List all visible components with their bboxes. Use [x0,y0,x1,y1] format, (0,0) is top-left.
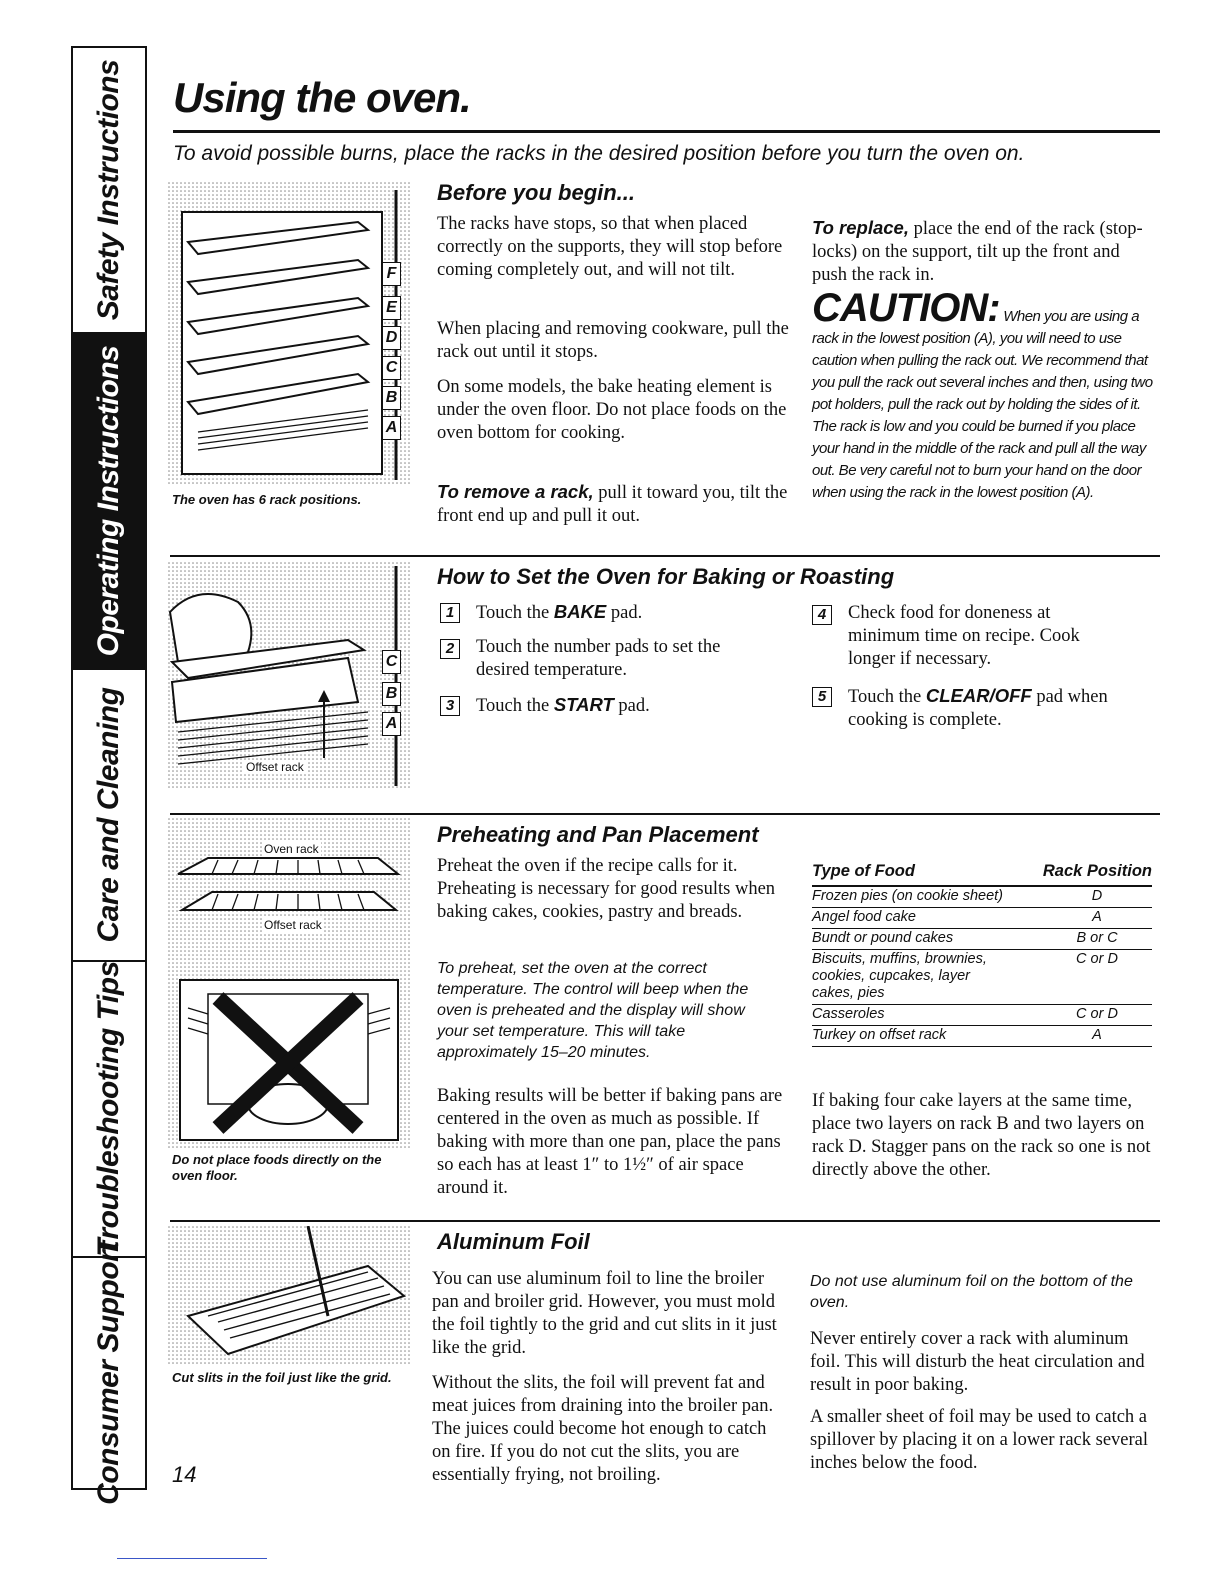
rack-positions-caption: The oven has 6 rack positions. [172,492,362,507]
step-text-post: pad when cooking is complete. [848,687,1108,730]
oven-rack-label: Oven rack [264,842,319,856]
baking-step-3 [440,693,790,718]
bake-pad-label: BAKE [553,601,607,622]
offset-rack-label: Offset rack [246,760,304,774]
section-divider [170,813,1160,815]
step-text-pre: Touch the [848,687,926,707]
replace-rack-paragraph [812,216,1158,287]
step-number: 3 [440,696,460,716]
foil-heading: Aluminum Foil [437,1229,590,1254]
caution-text: When you are using a rack in the lowest position (A), you will need to use caution when pulling the rack out. We recommend that you pull the rack out several inches and then, using two pot holders, pull the rack out by holding the sides of it. The rack is low and you could be burned if you place your hand in the middle of the rack and pull all the way out. Be very careful not to burn your hand on the door when using the rack in the lowest position (A). [812,308,1153,501]
baking-heading: How to Set the Oven for Baking or Roasting [437,564,895,589]
preheat-paragraph-1: Preheat the oven if the recipe calls for it. Preheating is necessary for good results when baking cakes, cookies, pastry and breads. [437,856,776,922]
page-title: Using the oven. [173,74,471,121]
broiler-pan-foil-illustration [168,1226,410,1366]
table-row [812,1005,1152,1026]
section-divider [170,1220,1160,1222]
rack-cell: A [1042,1026,1152,1047]
before-paragraph-1: The racks have stops, so that when placed correctly on the supports, they will stop before coming completely out, and will not tilt. [437,214,783,280]
rack-position-table [812,862,1152,1047]
oven-floor-caption: Do not place foods directly on the oven floor. [172,1152,382,1183]
step-text-pre: Touch the [476,696,554,716]
rack-letter-b: B [382,386,401,410]
rack-letter-a: A [382,712,401,736]
tab-troubleshooting-tips[interactable] [73,962,145,1258]
rack-letter-a: A [382,416,401,440]
rack-letter-e: E [382,296,401,320]
preheat-paragraph-2: Baking results will be better if baking pans are centered in the oven as much as possible. If baking with more than one pan, place the pans so each has at least 1″ to 1½″ of air space around it. [437,1086,783,1198]
step-number: 2 [440,639,460,659]
page-number: 14 [172,1462,197,1487]
step-number: 5 [812,687,832,707]
rack-cell: B or C [1042,929,1152,950]
remove-rack-paragraph [437,480,795,528]
caution-block [812,288,1158,504]
rack-letter-f: F [382,262,401,286]
foil-caption: Cut slits in the foil just like the grid. [172,1370,392,1385]
table-row [812,908,1152,929]
step-text [476,600,642,625]
title-rule [173,130,1160,133]
baking-step-5 [812,684,1132,732]
foil-warning: Do not use aluminum foil on the bottom of the oven. [810,1273,1133,1311]
footer-line [117,1558,267,1559]
foil-paragraph-1: You can use aluminum foil to line the broiler pan and broiler grid. However, you must mold the foil tightly to the grid and cut slits in it just like the grid. [432,1269,777,1358]
food-cell: Casseroles [812,1005,1042,1026]
remove-rack-lead: To remove a rack, [437,481,594,502]
step-text: Check food for doneness at minimum time on recipe. Cook longer if necessary. [848,603,1080,669]
roasting-turkey-illustration [168,562,410,790]
step-text-pre: Touch the [476,603,554,623]
preheat-instructions: To preheat, set the oven at the correct temperature. The control will beep when the oven is preheated and the display will show your set temperature. This will take approximately 15–20 minutes. [437,960,749,1061]
tab-label: Consumer Support [92,1241,125,1505]
oven-rack-positions-illustration [168,182,410,484]
step-text-post: pad. [613,696,650,716]
replace-rack-text: place the end of the rack (stop-locks) on the support, tilt up the front and push the rack in. [812,219,1143,285]
step-number: 1 [440,603,460,623]
tab-label: Operating Instructions [92,345,125,657]
step-text [476,693,650,718]
tab-consumer-support[interactable] [73,1241,145,1505]
table-row [812,886,1152,908]
rack-letter-b: B [382,682,401,706]
step-text-post: pad. [606,603,643,623]
baking-step-4 [812,602,1122,671]
tab-operating-instructions[interactable] [73,334,145,670]
rack-cell: A [1042,908,1152,929]
tab-label: Troubleshooting Tips [92,961,125,1257]
step-text [848,684,1132,732]
table-row [812,1026,1152,1047]
foil-paragraph-2: Without the slits, the foil will prevent fat and meat juices from draining into the broiler pan. The juices could become hot enough to catch on fire. If you do not cut the slits, you are essentially frying, not broiling. [432,1373,774,1485]
no-food-on-oven-floor-illustration [168,958,410,1148]
page-subtitle: To avoid possible burns, place the racks in the desired position before you turn the oven on. [173,142,1025,165]
step-number: 4 [812,605,832,625]
food-cell: Biscuits, muffins, brownies, cookies, cupcakes, layer cakes, pies [812,950,1042,1005]
col-type-of-food: Type of Food [812,862,1042,886]
section-tab-bar [71,46,147,1505]
before-paragraph-2: When placing and removing cookware, pull the rack out until it stops. [437,319,789,362]
food-cell: Angel food cake [812,908,1042,929]
baking-step-1 [440,600,790,625]
tab-safety-instructions[interactable] [73,48,145,334]
food-cell: Bundt or pound cakes [812,929,1042,950]
oven-and-offset-rack-illustration [168,818,410,956]
start-pad-label: START [553,694,614,715]
tab-label: Safety Instructions [92,59,125,321]
foil-paragraph-4: A smaller sheet of foil may be used to catch a spillover by placing it on a lower rack several inches below the food. [810,1407,1149,1473]
remove-rack-text: pull it toward you, tilt the front end up and pull it out. [437,483,788,526]
preheat-paragraph-3: If baking four cake layers at the same time, place two layers on rack B and two layers on rack D. Stagger pans on the rack so one is not directly above the other. [812,1091,1151,1180]
clear-off-pad-label: CLEAR/OFF [925,685,1032,706]
table-header-row [812,862,1152,886]
table-row [812,950,1152,1005]
tab-care-and-cleaning[interactable] [73,670,145,962]
section-divider [170,555,1160,557]
before-heading: Before you begin... [437,180,636,205]
offset-rack-label: Offset rack [264,918,322,932]
baking-step-2 [440,636,760,682]
food-cell: Turkey on offset rack [812,1026,1042,1047]
foil-paragraph-3: Never entirely cover a rack with aluminum foil. This will disturb the heat circulation and result in poor baking. [810,1329,1145,1395]
table-row [812,929,1152,950]
rack-cell: C or D [1042,950,1152,1005]
rack-letter-c: C [382,356,401,380]
rack-letter-c: C [382,650,401,674]
caution-word: CAUTION: [812,286,1000,330]
food-cell: Frozen pies (on cookie sheet) [812,886,1042,908]
step-text: Touch the number pads to set the desired temperature. [476,637,721,680]
before-paragraph-3: On some models, the bake heating element is under the oven floor. Do not place foods on the oven bottom for cooking. [437,377,787,443]
col-rack-position: Rack Position [1042,862,1152,886]
rack-cell: C or D [1042,1005,1152,1026]
rack-cell: D [1042,886,1152,908]
tab-label: Care and Cleaning [92,687,125,943]
replace-rack-lead: To replace, [812,217,909,238]
preheat-heading: Preheating and Pan Placement [437,822,759,847]
rack-letter-d: D [382,326,401,350]
